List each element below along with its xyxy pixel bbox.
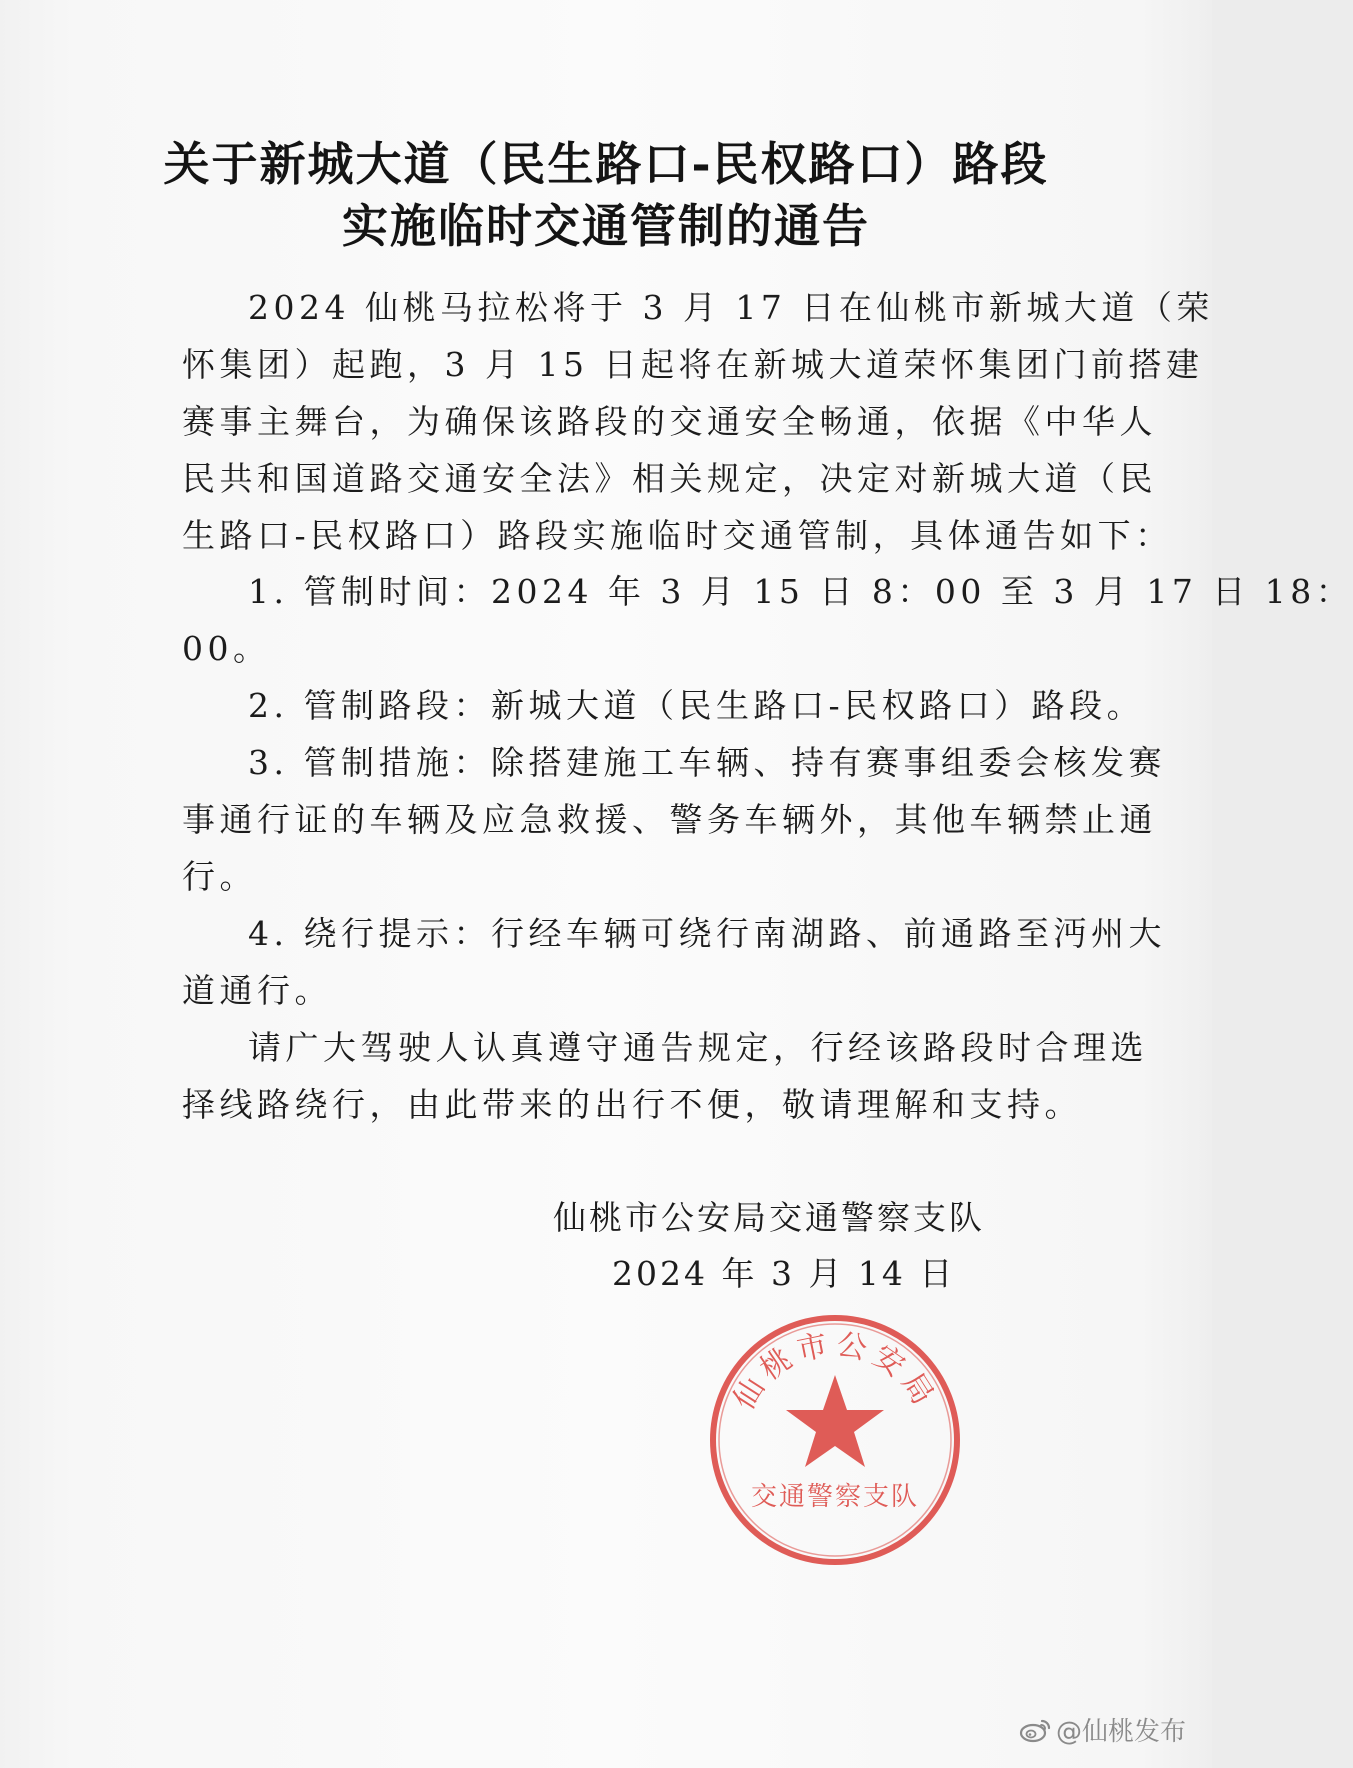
item-control-measures-cont: 事通行证的车辆及应急救援、警务车辆外，其他车辆禁止通 (182, 800, 1157, 839)
body-line: 2024 仙桃马拉松将于 3 月 17 日在仙桃市新城大道（荣 (248, 288, 1214, 327)
item-control-time: 1. 管制时间：2024 年 3 月 15 日 8：00 至 3 月 17 日 18： (248, 572, 1353, 611)
body-line: 生路口-民权路口）路段实施临时交通管制，具体通告如下： (182, 516, 1173, 555)
body-line: 民共和国道路交通安全法》相关规定，决定对新城大道（民 (182, 459, 1157, 498)
item-control-section: 2. 管制路段：新城大道（民生路口-民权路口）路段。 (248, 686, 1145, 725)
closing-paragraph-cont: 择线路绕行，由此带来的出行不便，敬请理解和支持。 (182, 1085, 1082, 1124)
item-detour-tips-cont: 道通行。 (182, 971, 332, 1010)
item-control-measures: 3. 管制措施：除搭建施工车辆、持有赛事组委会核发赛 (248, 743, 1166, 782)
notice-title-line-2: 实施临时交通管制的通告 (342, 199, 870, 253)
item-detour-tips: 4. 绕行提示：行经车辆可绕行南湖路、前通路至沔州大 (248, 914, 1166, 953)
official-seal-stamp (700, 1305, 970, 1575)
item-control-measures-cont: 行。 (182, 857, 257, 896)
item-control-time-cont: 00。 (182, 629, 271, 668)
svg-text:交通警察支队: 交通警察支队 (750, 1482, 920, 1512)
body-line: 赛事主舞台，为确保该路段的交通安全畅通，依据《中华人 (182, 402, 1157, 441)
weibo-icon (1018, 1717, 1052, 1743)
issuer-name: 仙桃市公安局交通警察支队 (553, 1198, 985, 1237)
svg-text:仙桃市公安局: 仙桃市公安局 (726, 1326, 944, 1416)
weibo-watermark (1018, 1711, 1186, 1748)
watermark-text: @仙桃发布 (1055, 1717, 1186, 1747)
body-line: 怀集团）起跑，3 月 15 日起将在新城大道荣怀集团门前搭建 (182, 345, 1204, 384)
closing-paragraph: 请广大驾驶人认真遵守通告规定，行经该路段时合理选 (248, 1028, 1148, 1067)
issue-date: 2024 年 3 月 14 日 (612, 1254, 956, 1293)
notice-title-line-1: 关于新城大道（民生路口-民权路口）路段 (163, 137, 1049, 191)
